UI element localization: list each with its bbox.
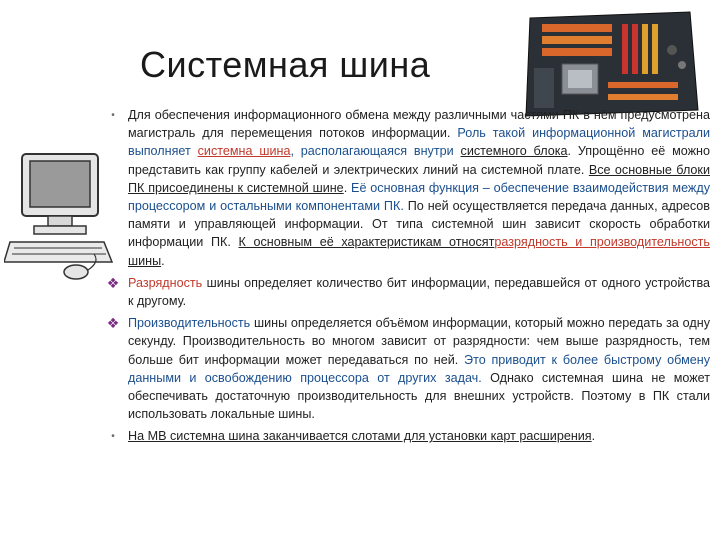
diamond-bullet-icon: ❖ <box>106 315 120 332</box>
motherboard-image <box>522 10 700 120</box>
bullet-icon: • <box>111 431 115 443</box>
bullet-icon: • <box>111 110 115 121</box>
slide-title: Системная шина <box>140 44 431 85</box>
vmark-paragraph-performance: ❖ Производительность шины определяется объёмом информации, который можно передать за одну секунду. Производительность во многом зависит от разрядности: чем выше разрядность, тем больше бит информации может передаваться по ней. Это приводит к более быстрому обмену данными и освобождению процессора от других задач. Однако системная шина не может обеспечивать достаточную производительность для внешних устройств. Поэтому в ПК стали использовать локальные шины. <box>106 315 711 422</box>
bullet-paragraph-1: • Для обеспечения информационного обмена между различными частями ПК в нём предусмотрена магистраль для перемещения потоков информации. Роль такой информационной магистрали выполняет системна шина, располагающаяся внутри системного блока. Упрощённо её можно представить как группу кабелей и электрических линий на системной плате. Все основные блоки ПК присоединены к системной шине. Её основная функция – обеспечение взаимодействия между процессором и остальными компонентами ПК. По ней осуществляется передача данных, адресов памяти и управляющей информации. От типа системной шин зависит скорость обработки информации ПК. К основным её характеристикам относятразрядность и производительность шины. <box>128 106 710 270</box>
bullet-paragraph-2: • На МВ системна шина заканчивается слотами для установки карт расширения. <box>128 427 710 445</box>
link-system-bus[interactable]: системна шина <box>197 144 291 159</box>
computer-clipart <box>4 150 116 282</box>
link-width-performance[interactable]: разрядность и производительность <box>494 235 710 250</box>
vmark-paragraph-width: ❖ Разрядность шины определяет количество бит информации, передавшейся от одного устройства к другому. <box>106 274 710 309</box>
slide-content <box>106 106 711 450</box>
diamond-bullet-icon: ❖ <box>106 274 120 291</box>
